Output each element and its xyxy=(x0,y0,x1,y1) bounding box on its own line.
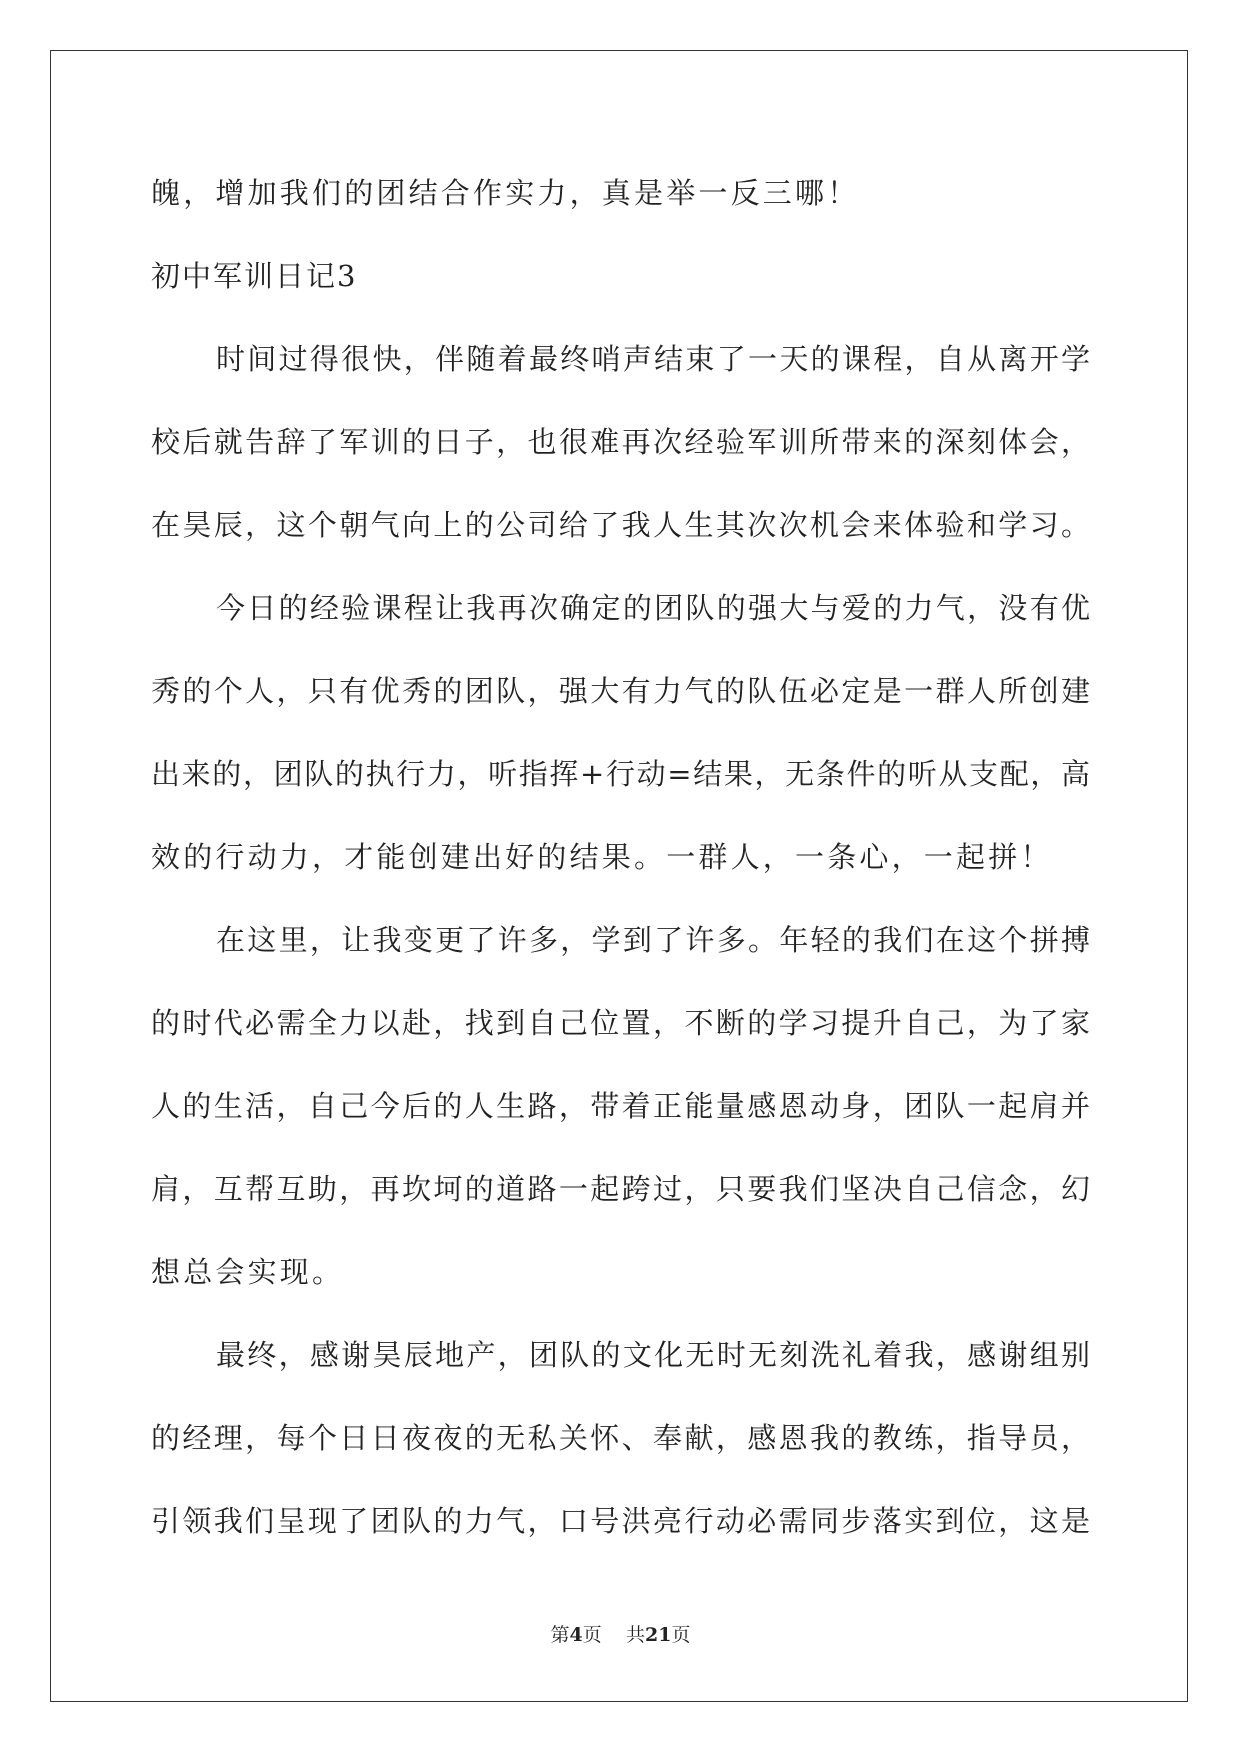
text-line: 秀的个人，只有优秀的团队，强大有力气的队伍必定是一群人所创建 xyxy=(151,674,1090,708)
text-line: 人的生活，自己今后的人生路，带着正能量感恩动身，团队一起肩并 xyxy=(151,1089,1090,1123)
text-line: 时间过得很快，伴随着最终哨声结束了一天的课程，自从离开学 xyxy=(216,342,1090,376)
text-line: 的时代必需全力以赴，找到自己位置，不断的学习提升自己，为了家 xyxy=(151,1006,1090,1040)
page-footer xyxy=(0,1620,1241,1647)
footer-total-unit: 页 xyxy=(671,1624,691,1646)
footer-prefix: 第 xyxy=(550,1624,570,1646)
footer-page-unit: 页 xyxy=(582,1624,602,1646)
text-line: 出来的，团队的执行力，听指挥+行动=结果，无条件的听从支配，高 xyxy=(151,757,1090,791)
text-line: 效的行动力，才能创建出好的结果。一群人，一条心，一起拼！ xyxy=(151,840,1053,874)
total-pages: 21 xyxy=(644,1624,672,1646)
section-heading: 初中军训日记3 xyxy=(151,259,358,293)
text-line: 最终，感谢昊辰地产，团队的文化无时无刻洗礼着我，感谢组别 xyxy=(216,1338,1090,1372)
text-line: 校后就告辞了军训的日子，也很难再次经验军训所带来的深刻体会， xyxy=(151,425,1090,459)
text-line: 的经理，每个日日夜夜的无私关怀、奉献，感恩我的教练，指导员， xyxy=(151,1421,1090,1455)
text-line: 肩，互帮互助，再坎坷的道路一起跨过，只要我们坚决自己信念，幻 xyxy=(151,1172,1090,1206)
text-line: 在这里，让我变更了许多，学到了许多。年轻的我们在这个拼搏 xyxy=(216,923,1090,957)
text-line: 想总会实现。 xyxy=(151,1255,345,1289)
text-line: 引领我们呈现了团队的力气，口号洪亮行动必需同步落实到位，这是 xyxy=(151,1504,1090,1538)
text-line: 在昊辰，这个朝气向上的公司给了我人生其次次机会来体验和学习。 xyxy=(151,508,1090,542)
footer-total-prefix: 共 xyxy=(625,1624,645,1646)
page-number: 4 xyxy=(569,1624,583,1646)
text-line: 魄，增加我们的团结合作实力，真是举一反三哪！ xyxy=(151,176,860,210)
text-line: 今日的经验课程让我再次确定的团队的强大与爱的力气，没有优 xyxy=(216,591,1090,625)
